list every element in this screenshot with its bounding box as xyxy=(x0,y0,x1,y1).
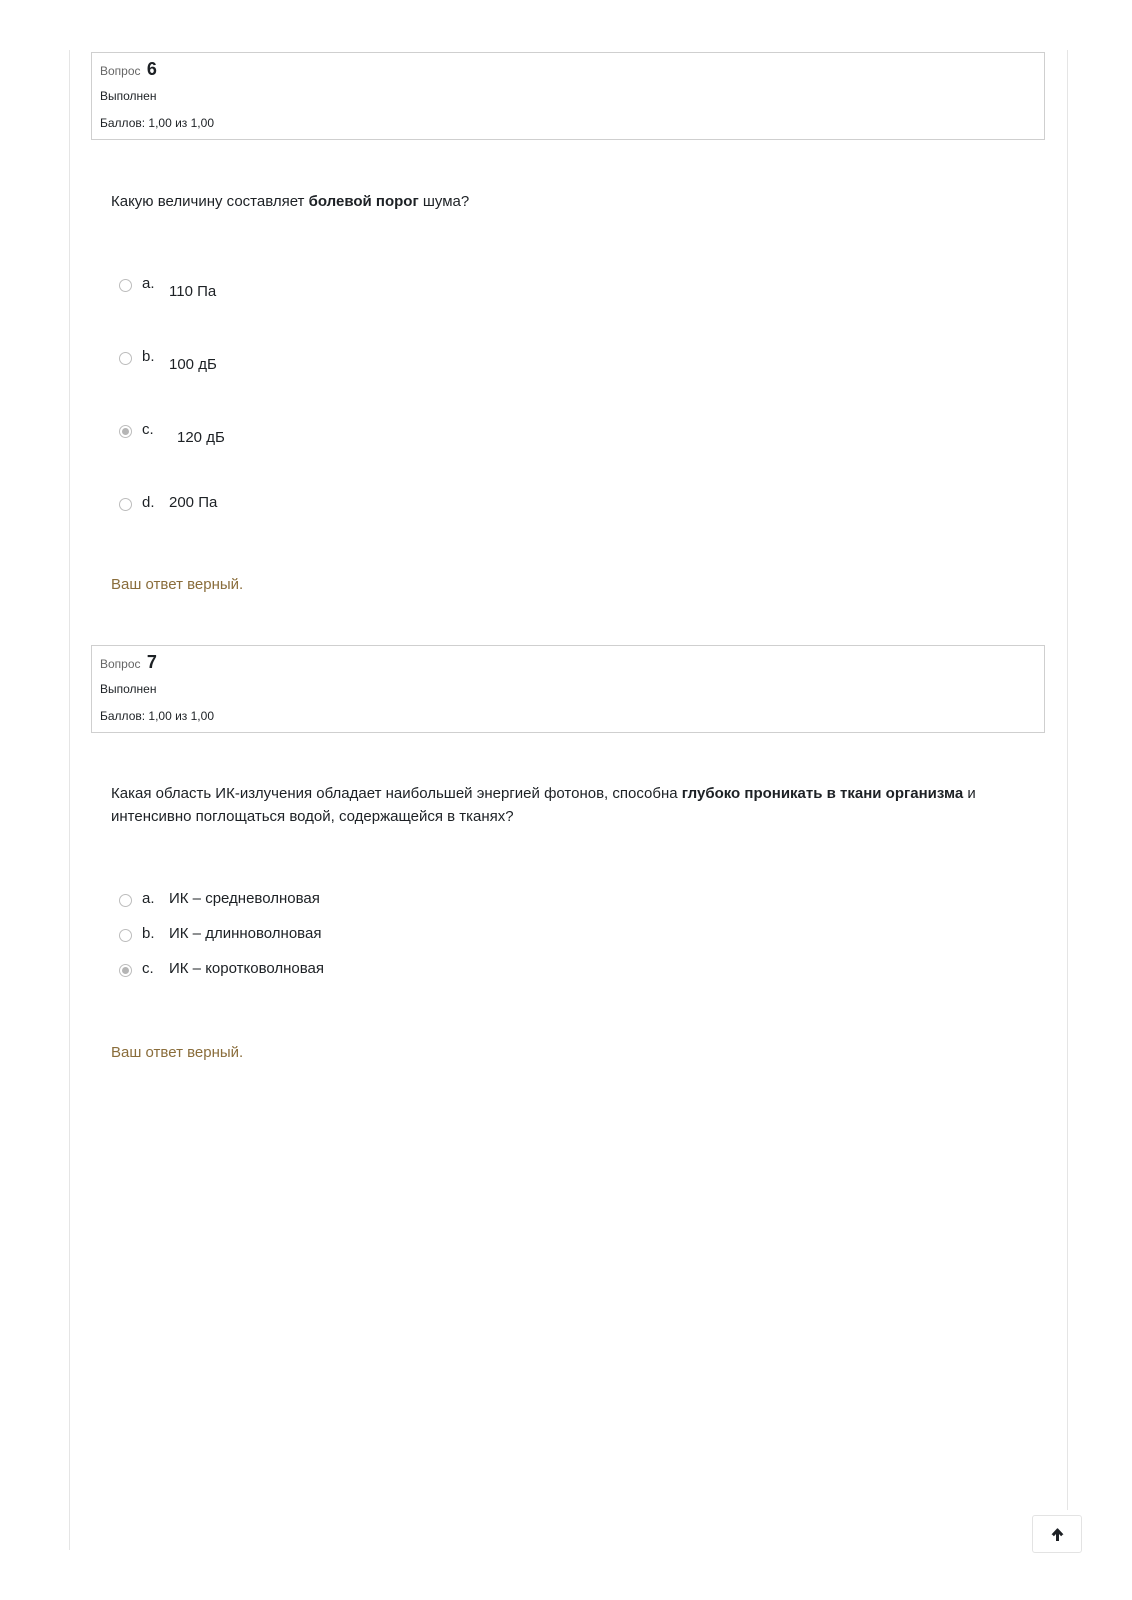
question-number-value: 7 xyxy=(146,652,157,672)
question-grade: Баллов: 1,00 из 1,00 xyxy=(100,116,214,130)
answer-letter: a. xyxy=(142,275,155,292)
arrow-up-icon xyxy=(1050,1527,1065,1542)
question-number: Вопрос 7 xyxy=(100,652,157,672)
question-info-6 xyxy=(91,52,1045,140)
answer-letter: a. xyxy=(142,890,155,907)
page-border-right xyxy=(1067,50,1068,1510)
answer-text: ИК – коротковолновая xyxy=(169,960,325,977)
answer-text: 200 Па xyxy=(169,494,218,511)
answer-text: 120 дБ xyxy=(177,429,225,446)
answer-letter: d. xyxy=(142,494,155,511)
answer-text: 110 Па xyxy=(169,283,217,300)
radio-button[interactable] xyxy=(119,279,132,292)
question-number-value: 6 xyxy=(146,59,157,79)
answer-feedback: Ваш ответ верный. xyxy=(111,576,244,593)
answer-letter: b. xyxy=(142,348,155,365)
radio-button[interactable] xyxy=(119,894,132,907)
radio-button[interactable] xyxy=(119,929,132,942)
scroll-to-top-button[interactable] xyxy=(1032,1515,1082,1553)
question-state: Выполнен xyxy=(100,89,157,103)
question-grade: Баллов: 1,00 из 1,00 xyxy=(100,709,214,723)
page-border-left xyxy=(69,50,70,1550)
answer-text: 100 дБ xyxy=(169,356,217,373)
answer-feedback: Ваш ответ верный. xyxy=(111,1044,244,1061)
radio-button-selected[interactable] xyxy=(119,425,132,438)
radio-button-selected[interactable] xyxy=(119,964,132,977)
answer-letter: c. xyxy=(142,421,154,438)
answer-text: ИК – длинноволновая xyxy=(169,925,322,942)
answer-letter: c. xyxy=(142,960,154,977)
question-number: Вопрос 6 xyxy=(100,59,157,79)
answer-text: ИК – средневолновая xyxy=(169,890,320,907)
question-text-7: Какая область ИК-излучения обладает наибольшей энергией фотонов, способна глубоко проникать в ткани организма и интенсивно поглощаться водой, содержащейся в тканях? xyxy=(111,785,976,825)
answer-letter: b. xyxy=(142,925,155,942)
question-text-6: Какую величину составляет болевой порог шума? xyxy=(111,193,470,210)
question-state: Выполнен xyxy=(100,682,157,696)
radio-button[interactable] xyxy=(119,352,132,365)
question-info-7 xyxy=(91,645,1045,733)
radio-button[interactable] xyxy=(119,498,132,511)
